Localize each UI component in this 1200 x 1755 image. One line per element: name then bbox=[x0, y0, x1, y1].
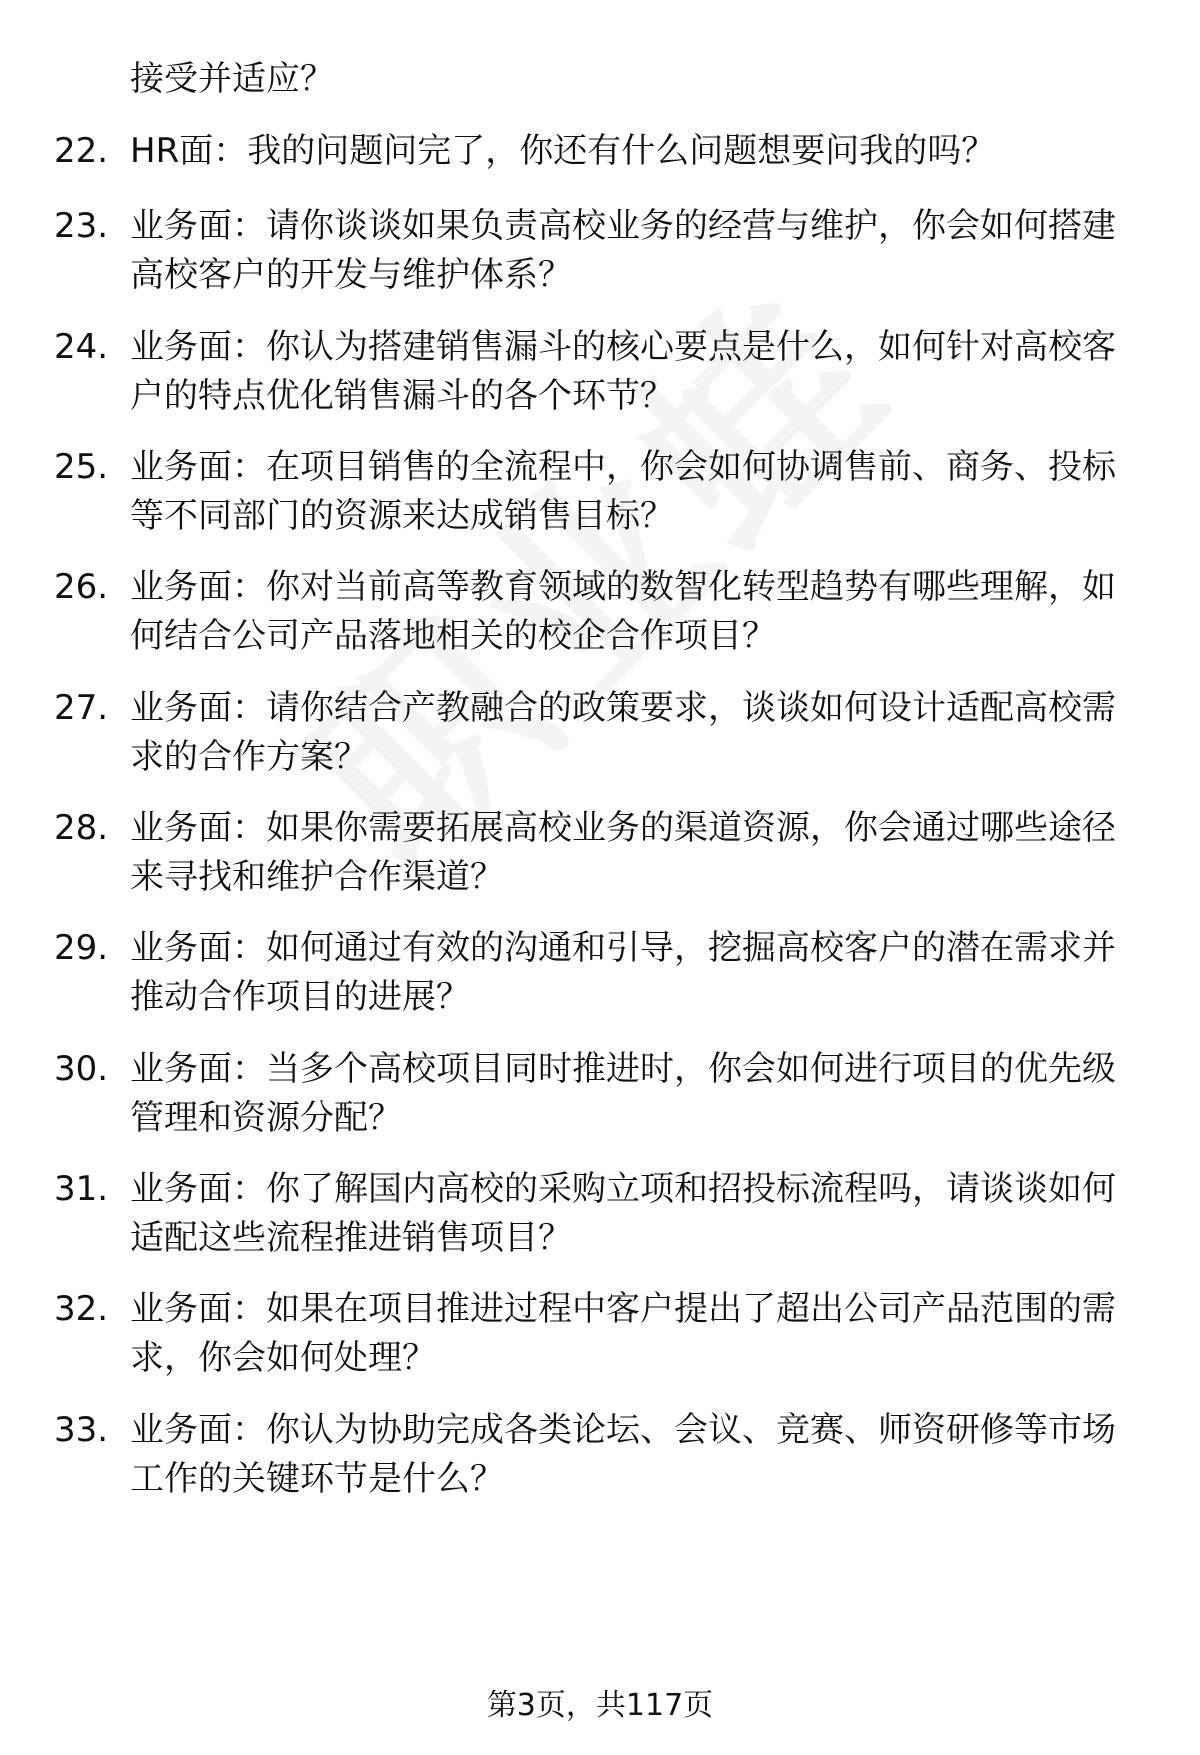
question-number: 31. bbox=[54, 1169, 109, 1209]
question-number: 27. bbox=[54, 688, 109, 728]
page-footer: 第3页，共117页 bbox=[486, 1688, 714, 1723]
question-text: 业务面：你认为协助完成各类论坛、会议、竞赛、师资研修等市场工作的关键环节是什么？ bbox=[130, 1410, 1116, 1499]
question-text: HR面：我的问题问完了，你还有什么问题想要问我的吗？ bbox=[130, 131, 996, 171]
question-text: 业务面：如果在项目推进过程中客户提出了超出公司产品范围的需求，你会如何处理？ bbox=[130, 1289, 1116, 1378]
question-text: 业务面：在项目销售的全流程中，你会如何协调售前、商务、投标等不同部门的资源来达成销售目标？ bbox=[130, 447, 1116, 536]
question-text: 业务面：如何通过有效的沟通和引导，挖掘高校客户的潜在需求并推动合作项目的进展？ bbox=[130, 928, 1116, 1017]
question-text: 业务面：当多个高校项目同时推进时，你会如何进行项目的优先级管理和资源分配？ bbox=[130, 1049, 1116, 1138]
question-number: 28. bbox=[54, 808, 109, 848]
question-number: 30. bbox=[54, 1049, 109, 1089]
question-text: 业务面：请你结合产教融合的政策要求，谈谈如何设计适配高校需求的合作方案？ bbox=[130, 688, 1116, 777]
question-number: 22. bbox=[54, 131, 109, 171]
question-number: 24. bbox=[54, 327, 109, 367]
question-number: 23. bbox=[54, 206, 109, 246]
question-number: 29. bbox=[54, 928, 109, 968]
question-text: 业务面：你了解国内高校的采购立项和招投标流程吗，请谈谈如何适配这些流程推进销售项目？ bbox=[130, 1169, 1116, 1258]
question-text: 业务面：请你谈谈如果负责高校业务的经营与维护，你会如何搭建高校客户的开发与维护体系？ bbox=[130, 206, 1116, 295]
question-number: 26. bbox=[54, 567, 109, 607]
question-number: 25. bbox=[54, 447, 109, 487]
question-text: 业务面：你对当前高等教育领域的数智化转型趋势有哪些理解，如何结合公司产品落地相关的校企合作项目？ bbox=[130, 567, 1116, 656]
question-number: 32. bbox=[54, 1289, 109, 1329]
question-text: 接受并适应？ bbox=[130, 59, 334, 99]
question-number: 33. bbox=[54, 1410, 109, 1450]
question-text: 业务面：你认为搭建销售漏斗的核心要点是什么，如何针对高校客户的特点优化销售漏斗的各个环节？ bbox=[130, 327, 1116, 416]
question-text: 业务面：如果你需要拓展高校业务的渠道资源，你会通过哪些途径来寻找和维护合作渠道？ bbox=[130, 808, 1116, 897]
